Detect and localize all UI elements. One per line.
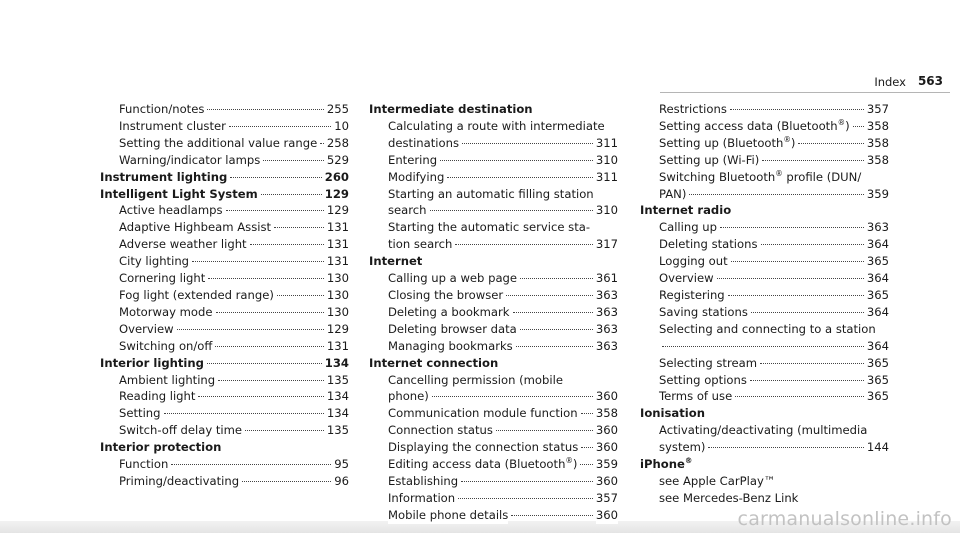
dot-leader	[580, 464, 592, 465]
dot-leader	[192, 261, 324, 262]
index-entry	[100, 236, 349, 253]
entry-text: Adverse weather light	[119, 237, 247, 252]
entry-text: Internet	[369, 254, 423, 269]
index-heading	[100, 169, 349, 186]
page-reference: 317	[595, 237, 618, 252]
entry-text: phone)	[388, 389, 429, 404]
entry-text: Starting an automatic filling station	[388, 186, 594, 201]
page-reference: 129	[326, 203, 349, 218]
index-entry	[100, 152, 349, 169]
index-entry	[100, 118, 349, 135]
entry-text: Setting access data (Bluetooth®)	[659, 118, 850, 133]
dot-leader	[218, 380, 324, 381]
entry-text: Editing access data (Bluetooth®)	[388, 456, 578, 472]
index-entry	[369, 118, 618, 135]
index-heading	[640, 456, 889, 473]
index-entry	[640, 118, 889, 135]
page-reference: 365	[866, 355, 889, 370]
dot-leader	[762, 160, 864, 161]
entry-text: search	[388, 203, 427, 218]
entry-text: Internet radio	[640, 203, 732, 218]
page-reference: 360	[595, 389, 618, 404]
dot-leader	[761, 244, 864, 245]
page-reference: 364	[866, 237, 889, 252]
entry-text: Switch-off delay time	[119, 423, 243, 438]
index-entry	[100, 270, 349, 287]
entry-text: PAN)	[659, 186, 687, 201]
dot-leader	[207, 363, 322, 364]
dot-leader	[581, 413, 593, 414]
dot-leader	[198, 396, 323, 397]
entry-text: Saving stations	[659, 304, 748, 319]
entry-text: Instrument lighting	[100, 169, 228, 184]
page-reference: 96	[334, 473, 349, 488]
entry-text: Switching on/off	[119, 338, 213, 353]
page-reference: 311	[595, 169, 618, 184]
dot-leader	[462, 143, 593, 144]
dot-leader	[730, 109, 864, 110]
dot-leader	[461, 481, 593, 482]
entry-text: Entering	[388, 152, 438, 167]
dot-leader	[689, 194, 863, 195]
index-entry	[369, 490, 618, 507]
index-entry	[369, 152, 618, 169]
index-entry	[640, 219, 889, 236]
page-reference: 131	[326, 338, 349, 353]
entry-text: Managing bookmarks	[388, 338, 513, 353]
index-entry	[100, 405, 349, 422]
dot-leader	[760, 363, 864, 364]
page-reference: 358	[866, 135, 889, 150]
index-heading	[369, 101, 618, 118]
page-reference: 360	[595, 507, 618, 522]
entry-text: Overview	[119, 321, 174, 336]
dot-leader	[728, 295, 864, 296]
entry-text: Deleting browser data	[388, 321, 517, 336]
dot-leader	[164, 413, 324, 414]
entry-text: Information	[388, 490, 456, 505]
entry-text: Interior lighting	[100, 355, 204, 370]
entry-text: Fog light (extended range)	[119, 287, 274, 302]
index-column-3	[640, 101, 889, 507]
index-entry	[369, 372, 618, 389]
page-reference: 364	[866, 271, 889, 286]
page-header	[660, 74, 950, 93]
page-reference: 130	[326, 304, 349, 319]
page-reference: 529	[326, 152, 349, 167]
dot-leader	[853, 126, 864, 127]
page-reference: 135	[326, 423, 349, 438]
index-entry	[100, 321, 349, 338]
index-entry	[100, 304, 349, 321]
entry-text: Intermediate destination	[369, 102, 533, 116]
dot-leader	[277, 295, 324, 296]
index-heading	[369, 253, 618, 270]
page-reference: 134	[324, 355, 349, 370]
index-entry	[640, 101, 889, 118]
index-entry	[369, 405, 618, 422]
page-reference: 258	[326, 135, 349, 150]
entry-text: Calculating a route with intermediate	[388, 118, 605, 133]
page-reference: 365	[866, 372, 889, 387]
dot-leader	[516, 346, 593, 347]
index-entry	[640, 270, 889, 287]
entry-text: Warning/indicator lamps	[119, 152, 261, 167]
index-heading	[640, 202, 889, 219]
index-entry	[100, 101, 349, 118]
index-entry	[640, 287, 889, 304]
watermark: carmanualsonline.info	[737, 508, 952, 530]
dot-leader	[263, 160, 324, 161]
dot-leader	[750, 380, 864, 381]
page-reference: 359	[866, 186, 889, 201]
dot-leader	[447, 177, 593, 178]
entry-text: tion search	[388, 237, 453, 252]
dot-leader	[511, 515, 593, 516]
index-entry	[369, 439, 618, 456]
entry-text: Adaptive Highbeam Assist	[119, 220, 272, 235]
page-reference: 131	[326, 254, 349, 269]
index-heading	[100, 186, 349, 203]
index-entry	[100, 287, 349, 304]
index-entry	[100, 388, 349, 405]
dot-leader	[215, 346, 323, 347]
index-entry	[369, 135, 618, 152]
index-entry	[100, 219, 349, 236]
dot-leader	[430, 210, 593, 211]
page-reference: 360	[595, 473, 618, 488]
dot-leader	[506, 295, 593, 296]
dot-leader	[242, 481, 331, 482]
index-column-1	[100, 101, 349, 490]
index-entry	[100, 338, 349, 355]
page-reference: 364	[866, 338, 889, 353]
dot-leader	[455, 244, 592, 245]
index-entry	[369, 388, 618, 405]
page-reference: 363	[595, 321, 618, 336]
index-entry	[640, 338, 889, 355]
entry-text: Function	[119, 457, 169, 472]
index-entry	[100, 473, 349, 490]
page-reference: 130	[326, 287, 349, 302]
index-entry	[640, 473, 889, 490]
index-entry	[640, 422, 889, 439]
dot-leader	[581, 447, 593, 448]
index-entry	[369, 338, 618, 355]
index-entry	[640, 372, 889, 389]
dot-leader	[513, 312, 593, 313]
page-reference: 144	[866, 440, 889, 455]
index-entry	[369, 186, 618, 203]
entry-text: Logging out	[659, 254, 728, 269]
entry-text: Setting up (Wi-Fi)	[659, 152, 760, 167]
entry-text: Setting	[119, 406, 161, 421]
dot-leader	[208, 278, 324, 279]
entry-text: Interior protection	[100, 440, 222, 455]
section-title: Index	[874, 75, 906, 89]
page-reference: 134	[326, 406, 349, 421]
page-reference: 363	[866, 220, 889, 235]
page-reference: 311	[595, 135, 618, 150]
page-reference: 360	[595, 423, 618, 438]
index-entry	[100, 372, 349, 389]
entry-text: Terms of use	[659, 389, 733, 404]
dot-leader	[440, 160, 593, 161]
dot-leader	[717, 278, 864, 279]
dot-leader	[171, 464, 331, 465]
page-reference: 134	[326, 389, 349, 404]
page-reference: 357	[595, 490, 618, 505]
page-reference: 10	[334, 118, 349, 133]
index-entry	[640, 253, 889, 270]
index-entry	[369, 304, 618, 321]
index-column-2	[369, 101, 618, 524]
entry-text: Overview	[659, 271, 714, 286]
entry-text: Restrictions	[659, 102, 727, 116]
dot-leader	[496, 430, 593, 431]
index-heading	[100, 439, 349, 456]
entry-text: City lighting	[119, 254, 190, 269]
index-entry	[369, 219, 618, 236]
dot-leader	[207, 109, 323, 110]
dot-leader	[720, 227, 864, 228]
dot-leader	[458, 498, 593, 499]
page-reference: 131	[326, 220, 349, 235]
entry-text: Ionisation	[640, 406, 705, 421]
index-entry	[640, 236, 889, 253]
index-entry	[640, 439, 889, 456]
index-entry	[640, 490, 889, 507]
page-reference: 310	[595, 203, 618, 218]
entry-text: Selecting stream	[659, 355, 758, 370]
entry-text: Establishing	[388, 473, 459, 488]
entry-text: Activating/deactivating (multimedia	[659, 423, 868, 438]
entry-text: Internet connection	[369, 355, 499, 370]
entry-text: Mobile phone details	[388, 507, 509, 522]
entry-text: see Apple CarPlay™	[659, 473, 776, 488]
entry-text: Starting the automatic service sta-	[388, 220, 591, 235]
page-reference: 365	[866, 287, 889, 302]
page-reference: 359	[595, 457, 618, 472]
index-entry	[369, 169, 618, 186]
dot-leader	[261, 194, 322, 195]
index-entry	[100, 456, 349, 473]
index-entry	[640, 169, 889, 186]
index-heading	[100, 355, 349, 372]
page-reference: 358	[866, 152, 889, 167]
entry-text: Reading light	[119, 389, 196, 404]
entry-text: destinations	[388, 135, 460, 150]
page-reference: 135	[326, 372, 349, 387]
page-reference: 358	[595, 406, 618, 421]
index-entry	[640, 186, 889, 203]
dot-leader	[250, 244, 324, 245]
dot-leader	[662, 346, 864, 347]
entry-text: Deleting a bookmark	[388, 304, 510, 319]
page-reference: 365	[866, 254, 889, 269]
entry-text: Setting the additional value range	[119, 135, 318, 150]
page-reference: 357	[866, 102, 889, 116]
index-entry	[369, 270, 618, 287]
dot-leader	[798, 143, 863, 144]
entry-text: Modifying	[388, 169, 445, 184]
dot-leader	[520, 278, 593, 279]
entry-text: Registering	[659, 287, 725, 302]
page-reference: 260	[324, 169, 349, 184]
dot-leader	[274, 227, 324, 228]
index-entry	[369, 473, 618, 490]
entry-text: see Mercedes-Benz Link	[659, 490, 799, 505]
page-reference: 365	[866, 389, 889, 404]
entry-text: Communication module function	[388, 406, 578, 421]
page-reference: 255	[326, 102, 349, 116]
entry-text: Setting options	[659, 372, 747, 387]
dot-leader	[216, 312, 324, 313]
entry-text: Intelligent Light System	[100, 186, 258, 201]
page-reference: 131	[326, 237, 349, 252]
entry-text: Deleting stations	[659, 237, 758, 252]
dot-leader	[520, 329, 593, 330]
dot-leader	[320, 143, 324, 144]
page-reference: 358	[866, 118, 889, 133]
entry-text: Calling up a web page	[388, 271, 518, 286]
page-number: 563	[917, 74, 943, 88]
entry-text: Closing the browser	[388, 287, 504, 302]
dot-leader	[432, 396, 593, 397]
dot-leader	[229, 126, 331, 127]
entry-text: Displaying the connection status	[388, 440, 579, 455]
entry-text: iPhone®	[640, 456, 693, 472]
page-reference: 95	[334, 457, 349, 472]
index-heading	[369, 355, 618, 372]
entry-text: Function/notes	[119, 102, 205, 116]
index-entry	[369, 236, 618, 253]
entry-text: Setting up (Bluetooth®)	[659, 134, 796, 150]
entry-text: Cornering light	[119, 271, 206, 286]
page-reference: 129	[324, 186, 349, 201]
index-entry	[369, 287, 618, 304]
entry-text: Calling up	[659, 220, 717, 235]
entry-text: Active headlamps	[119, 203, 223, 218]
dot-leader	[731, 261, 864, 262]
index-entry	[640, 135, 889, 152]
dot-leader	[245, 430, 324, 431]
index-entry	[100, 422, 349, 439]
entry-text: system)	[659, 440, 706, 455]
entry-text: Motorway mode	[119, 304, 213, 319]
index-entry	[640, 388, 889, 405]
index-entry	[640, 355, 889, 372]
index-heading	[640, 405, 889, 422]
dot-leader	[226, 210, 324, 211]
entry-text: Cancelling permission (mobile	[388, 372, 563, 387]
dot-leader	[708, 447, 863, 448]
entry-text: Ambient lighting	[119, 372, 216, 387]
entry-text: Priming/deactivating	[119, 473, 240, 488]
dot-leader	[735, 396, 864, 397]
index-entry	[640, 321, 889, 338]
page-reference: 130	[326, 271, 349, 286]
index-entry	[369, 202, 618, 219]
entry-text: Instrument cluster	[119, 118, 226, 133]
index-entry	[640, 304, 889, 321]
entry-text: Switching Bluetooth® profile (DUN/	[659, 168, 862, 184]
page-reference: 129	[326, 321, 349, 336]
entry-text: Selecting and connecting to a station	[659, 321, 876, 336]
page-reference: 310	[595, 152, 618, 167]
page-reference: 363	[595, 338, 618, 353]
index-entry	[369, 422, 618, 439]
index-entry	[100, 202, 349, 219]
page-reference: 360	[595, 440, 618, 455]
entry-text: Connection status	[388, 423, 493, 438]
index-entry	[100, 135, 349, 152]
page-reference: 363	[595, 287, 618, 302]
dot-leader	[177, 329, 324, 330]
index-entry	[369, 321, 618, 338]
index-entry	[640, 152, 889, 169]
dot-leader	[751, 312, 864, 313]
page-reference: 363	[595, 304, 618, 319]
index-entry	[100, 253, 349, 270]
index-entry	[369, 456, 618, 473]
page-reference: 364	[866, 304, 889, 319]
dot-leader	[230, 177, 321, 178]
page-reference: 361	[595, 271, 618, 286]
